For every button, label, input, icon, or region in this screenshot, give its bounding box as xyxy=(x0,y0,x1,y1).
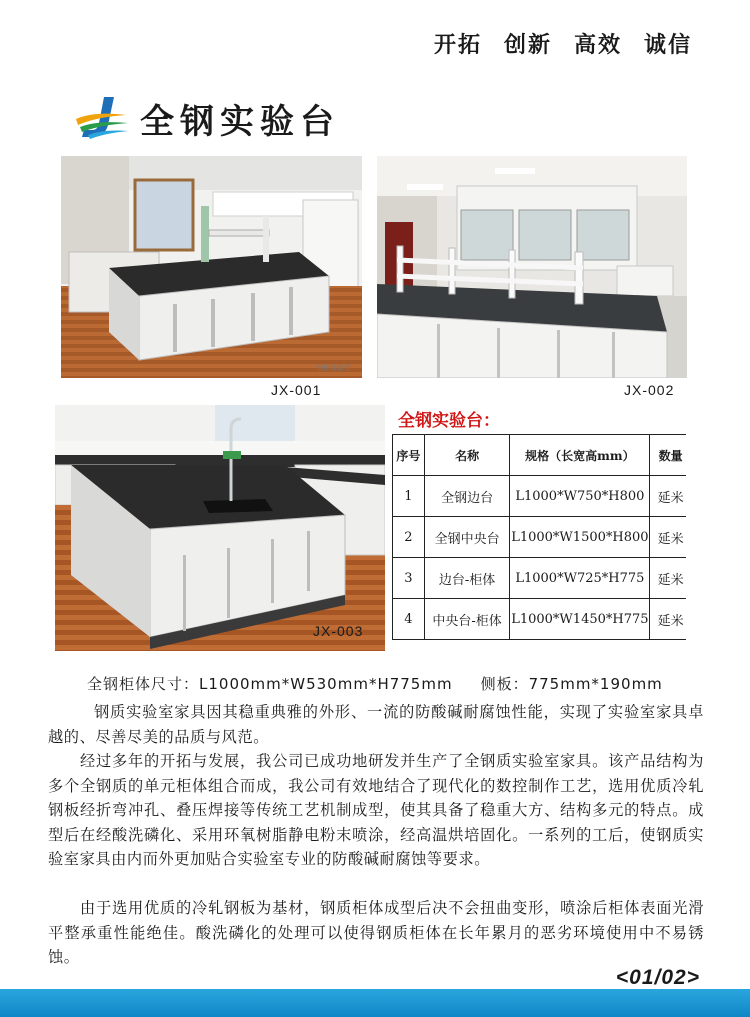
header-qty: 数量 xyxy=(650,435,686,476)
lab-bench-image-3 xyxy=(55,405,385,651)
cell-no: 1 xyxy=(393,476,425,517)
paragraph-3: 由于选用优质的冷轧钢板为基材，钢质柜体成型后决不会扭曲变形，喷涂后柜体表面光滑平整承重性能绝佳。酸洗磷化的处理可以使得钢质柜体在长年累月的恶劣环境使用中不易锈蚀。 xyxy=(48,899,704,966)
cell-qty: 延米 xyxy=(650,599,686,640)
photo-caption-1: JX-001 xyxy=(271,382,322,398)
slogan-1: 开拓 xyxy=(433,33,482,58)
photo-watermark: 钢柜体新贸 xyxy=(316,364,351,372)
cell-size: L1000*W750*H800 xyxy=(510,476,650,517)
cell-qty: 延米 xyxy=(650,476,686,517)
cell-name: 边台-柜体 xyxy=(424,558,510,599)
spec-table xyxy=(392,434,686,640)
slogan-3: 高效 xyxy=(573,33,622,58)
product-photo-jx003 xyxy=(55,405,385,651)
cell-size: L1000*W1450*H775 xyxy=(510,599,650,640)
cabinet-dimensions: 全钢柜体尺寸：L1000mm*W530mm*H775mm xyxy=(87,675,453,693)
cell-size: L1000*W1500*H800 xyxy=(510,517,650,558)
lab-bench-image-1 xyxy=(61,156,362,378)
cell-name: 全钢边台 xyxy=(424,476,510,517)
spec-table-title: 全钢实验台： xyxy=(398,411,500,431)
slogan-2: 创新 xyxy=(503,33,552,58)
slogan-4: 诚信 xyxy=(643,33,692,58)
table-row xyxy=(393,476,687,517)
page-title: 全钢实验台 xyxy=(140,102,340,142)
spec-table-panel xyxy=(392,400,686,650)
product-photo-jx002 xyxy=(377,156,687,378)
cell-qty: 延米 xyxy=(650,558,686,599)
photo-caption-2: JX-002 xyxy=(624,382,675,398)
company-logo-icon xyxy=(74,95,128,141)
paragraph-2: 经过多年的开拓与发展，我公司已成功地研发并生产了全钢质实验室家具。该产品结构为多个全钢质的单元柜体组合而成，我公司有效地结合了现代化的数控制作工艺，选用优质冷轧钢板经折弯冲孔、叠压焊接等传统工艺机制成型，使其具备了稳重大方、结构多元的特点。成型后在经酸洗磷化、采用环氧树脂静电粉末喷涂，经高温烘培固化。一系列的工后，使钢质实验室家具由内而外更加贴合实验室专业的防酸碱耐腐蚀等要求。 xyxy=(48,752,704,868)
bottom-color-bar xyxy=(0,989,750,1017)
header-no: 序号 xyxy=(393,435,425,476)
header-size: 规格（长宽高mm） xyxy=(510,435,650,476)
table-row xyxy=(393,517,687,558)
spec-table-header-row xyxy=(393,435,687,476)
cell-size: L1000*W725*H775 xyxy=(510,558,650,599)
cell-name: 全钢中央台 xyxy=(424,517,510,558)
side-panel-dimensions: 侧板：775mm*190mm xyxy=(480,675,663,693)
lab-bench-image-2 xyxy=(377,156,687,378)
page-number: <01/02> xyxy=(615,966,700,989)
cell-no: 4 xyxy=(393,599,425,640)
cell-no: 2 xyxy=(393,517,425,558)
header-name: 名称 xyxy=(424,435,510,476)
table-row xyxy=(393,599,687,640)
slogan-bar xyxy=(412,28,692,59)
cell-name: 中央台-柜体 xyxy=(424,599,510,640)
paragraph-1: 钢质实验室家具因其稳重典雅的外形、一流的防酸碱耐腐蚀性能，实现了实验室家具卓越的、尽善尽美的品质与风范。 xyxy=(48,703,704,746)
product-photo-jx001 xyxy=(61,156,362,378)
table-row xyxy=(393,558,687,599)
photo-caption-3: JX-003 xyxy=(313,623,364,639)
cell-qty: 延米 xyxy=(650,517,686,558)
dimensions-line xyxy=(87,673,663,694)
cell-no: 3 xyxy=(393,558,425,599)
